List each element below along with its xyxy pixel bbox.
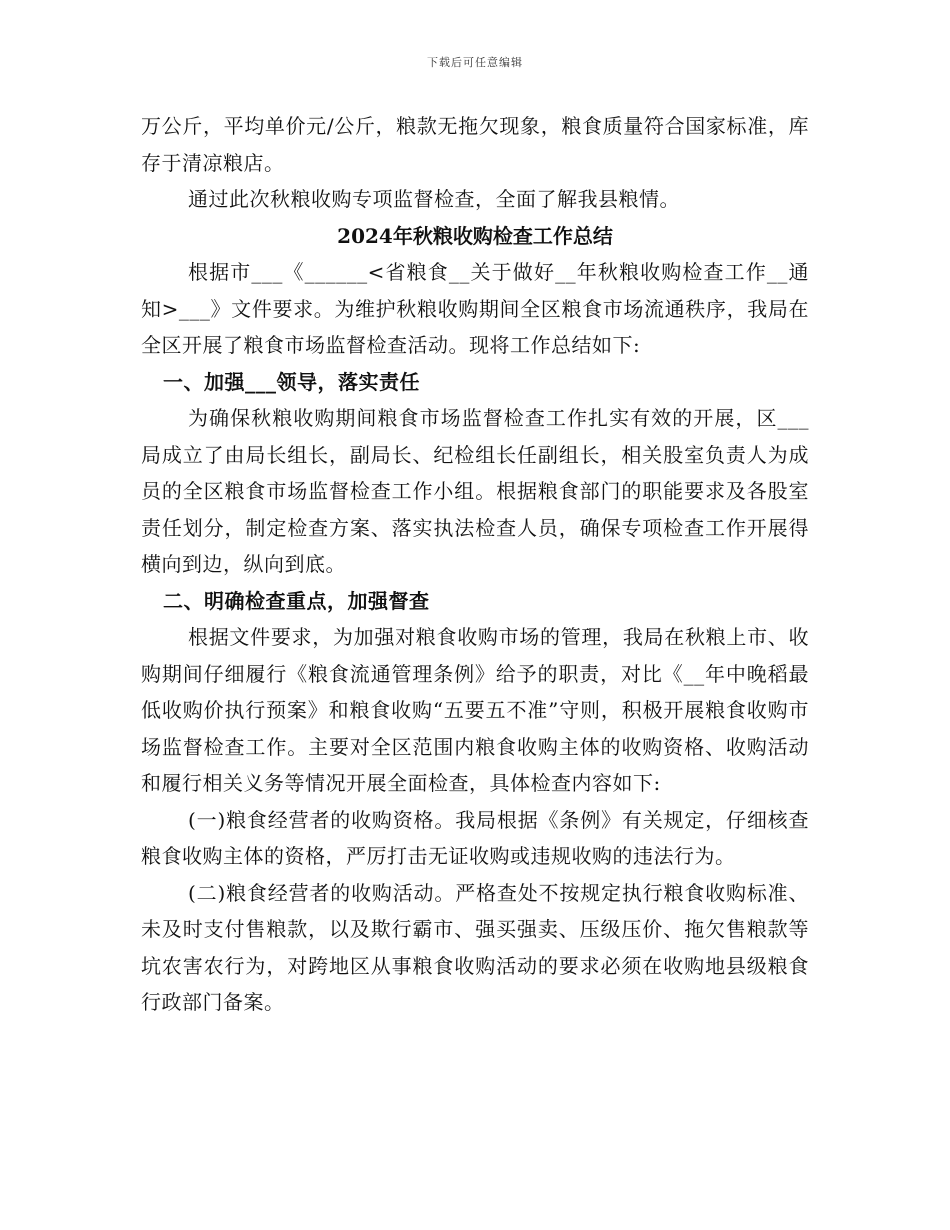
section-heading-1: 一、加强___领导，落实责任: [163, 369, 420, 394]
paragraph-item-1: (一)粮食经营者的收购资格。我局根据《条例》有关规定，仔细核查粮食收购主体的资格，严厉打击无证收购或违规收购的违法行为。: [141, 807, 809, 868]
paragraph-item-2: (二)粮食经营者的收购活动。严格查处不按规定执行粮食收购标准、未及时支付售粮款，以及欺行霸市、强买强卖、压级压价、拖欠售粮款等坑农害农行为，对跨地区从事粮食收购活动的要求必须在收购地县级粮食行政部门备案。: [141, 880, 809, 1014]
paragraph-section-1: 为确保秋粮收购期间粮食市场监督检查工作扎实有效的开展，区___局成立了由局长组长，副局长、纪检组长任副组长，相关股室负责人为成员的全区粮食市场监督检查工作小组。根据粮食部门的职能要求及各股室责任划分，制定检查方案、落实执法检查人员，确保专项检查工作开展得横向到边，纵向到底。: [141, 406, 809, 576]
paragraph-section-2: 根据文件要求，为加强对粮食收购市场的管理，我局在秋粮上市、收购期间仔细履行《粮食流通管理条例》给予的职责，对比《__年中晚稻最低收购价执行预案》和粮食收购“五要五不准”守则，积极开展粮食收购市场监督检查工作。主要对全区范围内粮食收购主体的收购资格、收购活动和履行相关义务等情况开展全面检查，具体检查内容如下:: [141, 625, 809, 795]
paragraph-inspection-summary: 通过此次秋粮收购专项监督检查，全面了解我县粮情。: [188, 187, 680, 211]
paragraph-continuation: 万公斤，平均单价元/公斤，粮款无拖欠现象，粮食质量符合国家标准，库存于清凉粮店。: [141, 114, 809, 175]
document-body: [141, 108, 809, 1021]
page-header-note: 下载后可任意编辑: [427, 56, 523, 69]
paragraph-intro: 根据市___《______<省粮食__关于做好__年秋粮收购检查工作__通知>___》文件要求。为维护秋粮收购期间全区粮食市场流通秩序，我局在全区开展了粮食市场监督检查活动。现将工作总结如下:: [141, 260, 809, 357]
section-heading-2: 二、明确检查重点，加强督查: [163, 588, 430, 613]
document-title: 2024年秋粮收购检查工作总结: [337, 223, 613, 248]
